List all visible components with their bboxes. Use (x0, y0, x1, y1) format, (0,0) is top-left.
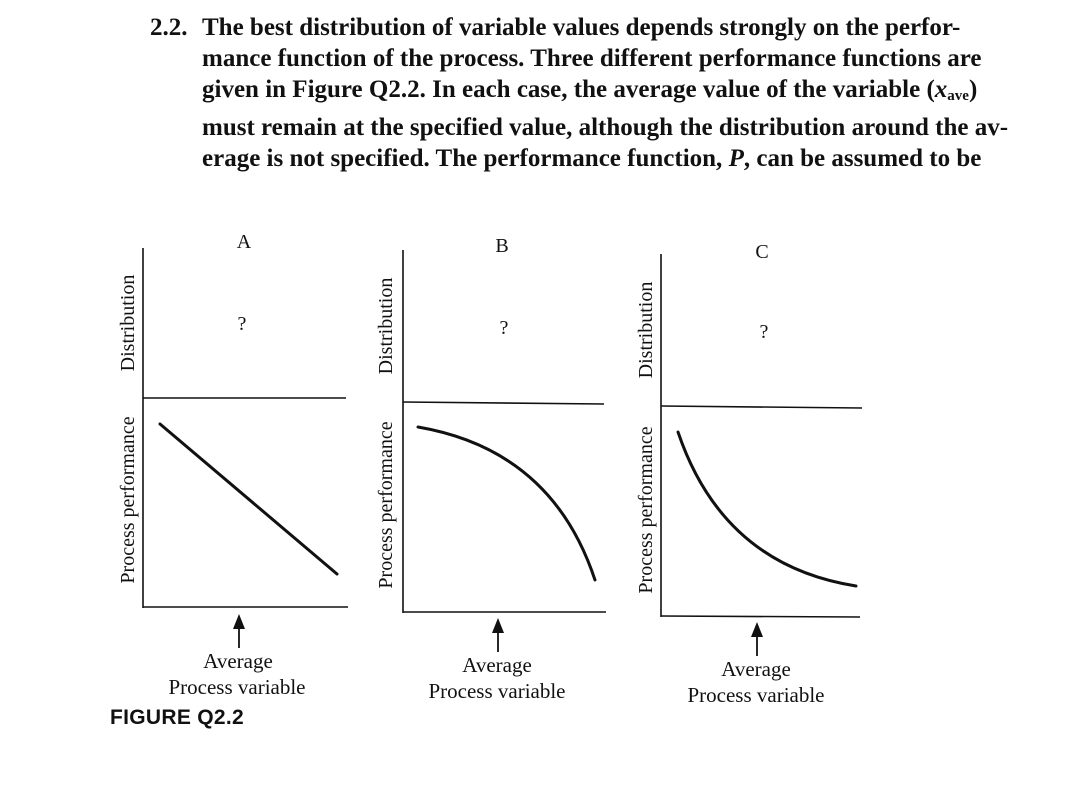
panel-b-average-label: Average (462, 653, 532, 677)
panel-c-performance-curve (678, 432, 856, 586)
panel-c-question-mark: ? (759, 321, 769, 343)
question-line-5-pre: erage is not specified. The performance function, (202, 145, 729, 172)
panel-a-variable-label: Process variable (168, 675, 306, 699)
panel-c-variable-label: Process variable (687, 683, 825, 707)
panel-b (375, 235, 606, 703)
panel-a-average-arrow (233, 614, 245, 648)
panel-c (635, 241, 862, 707)
panel-a-average-label: Average (203, 649, 273, 673)
panel-c-x-axis (661, 616, 860, 617)
question-number: 2.2. (150, 14, 188, 41)
panel-c-divider (661, 406, 862, 408)
panel-c-average-arrow (751, 622, 763, 656)
variable-p: P (728, 145, 744, 172)
panel-a-letter: A (236, 231, 252, 253)
panel-a-performance-label: Process performance (117, 416, 139, 584)
question-line-3-text: given in Figure Q2.2. In each case, the average value of the variable ( (202, 76, 935, 103)
variable-x: x (934, 76, 948, 103)
panel-a-distribution-label: Distribution (117, 274, 139, 372)
panel-c-letter: C (755, 241, 769, 263)
panel-c-performance-label: Process performance (635, 426, 657, 594)
panel-b-question-mark: ? (499, 317, 509, 339)
panel-a (117, 231, 348, 699)
figure-caption: FIGURE Q2.2 (110, 706, 244, 729)
panel-b-distribution-label: Distribution (375, 277, 397, 375)
panel-b-divider (403, 402, 604, 404)
question-line-1: The best distribution of variable values depends strongly on the perfor- (202, 14, 961, 41)
variable-subscript-ave: ave (947, 88, 969, 104)
question-line-4: must remain at the specified value, although the distribution around the av- (202, 114, 1009, 141)
panel-b-performance-label: Process performance (375, 421, 397, 589)
panel-c-average-label: Average (721, 657, 791, 681)
panel-c-distribution-label: Distribution (635, 281, 657, 379)
question-line-5-post: , can be assumed to be (743, 145, 982, 172)
panel-b-variable-label: Process variable (428, 679, 566, 703)
question-line-2: mance function of the process. Three different performance functions are (202, 45, 982, 72)
panel-b-performance-curve (418, 427, 595, 580)
panel-a-question-mark: ? (237, 313, 247, 335)
panel-b-letter: B (495, 235, 509, 257)
question-line-3-close: ) (968, 76, 978, 103)
panel-b-average-arrow (492, 618, 504, 652)
panel-a-performance-curve (160, 424, 337, 574)
